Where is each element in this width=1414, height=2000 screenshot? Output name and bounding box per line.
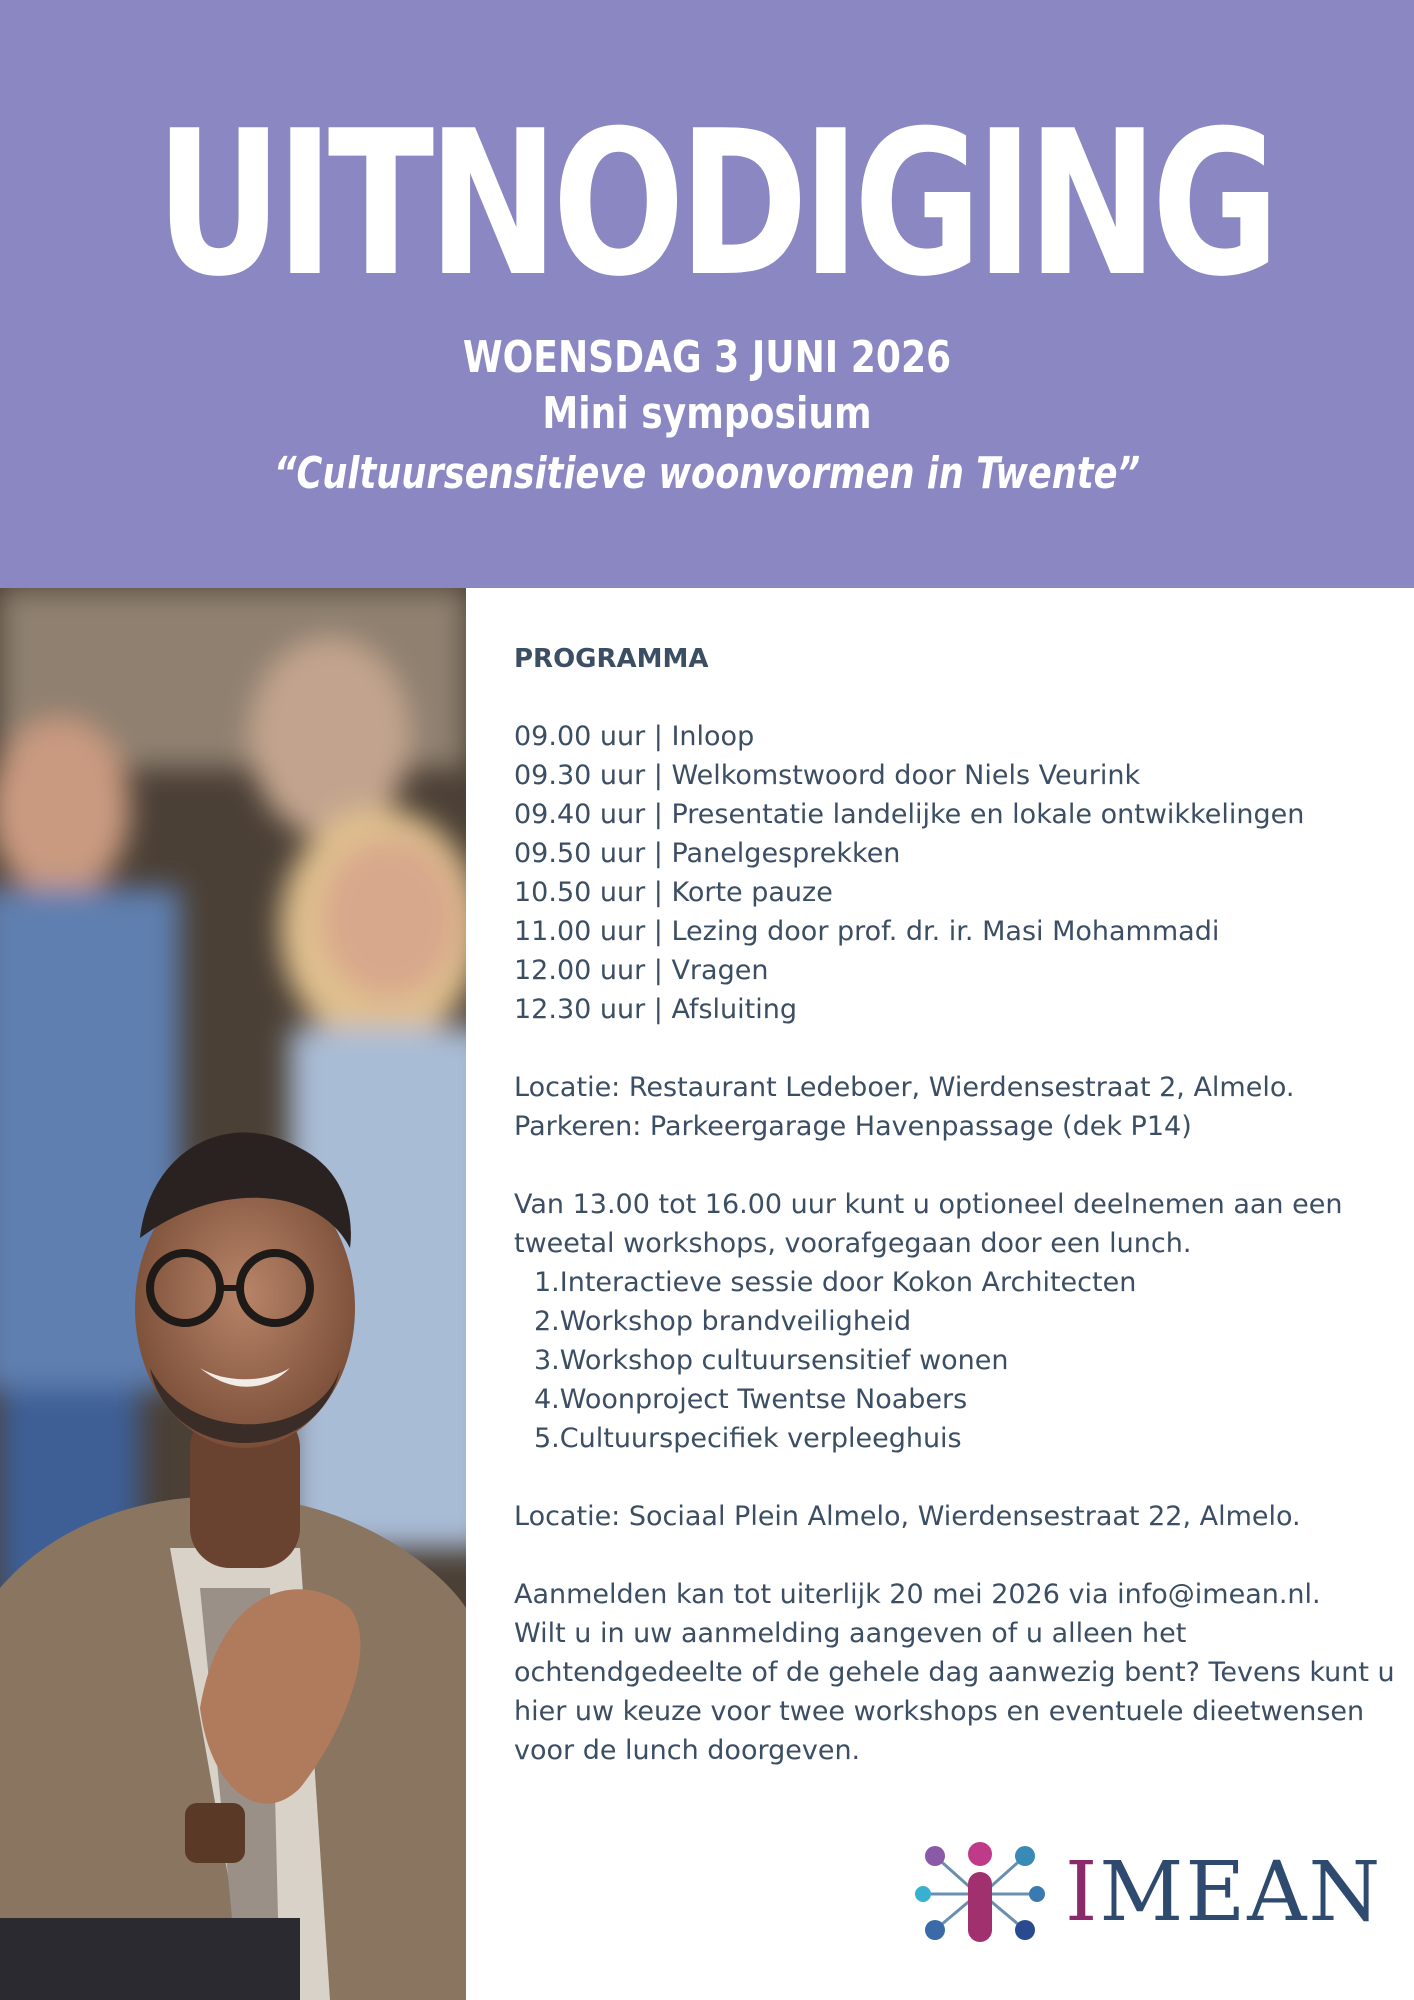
workshops-section [514,1185,1374,1458]
program-item: 09.40 uur | Presentatie landelijke en lokale ontwikkelingen [514,799,1305,830]
workshops-intro: tweetal workshops, voorafgegaan door een lunch. [514,1228,1192,1259]
program-item: 12.00 uur | Vragen [514,955,769,986]
network-people-icon [915,1838,1045,1948]
program-item: 09.50 uur | Panelgesprekken [514,838,901,869]
registration-line: Aanmelden kan tot uiterlijk 20 mei 2026 via info@imean.nl. [514,1579,1321,1610]
program-item: 11.00 uur | Lezing door prof. dr. ir. Masi Mohammadi [514,916,1220,947]
event-date: WOENSDAG 3 JUNI 2026 [462,332,952,383]
workshop-list [514,1263,1374,1458]
registration-line: ochtendgedeelte of de gehele dag aanwezig bent? Tevens kunt u [514,1657,1395,1688]
program-item: 09.00 uur | Inloop [514,721,755,752]
logo-letters-rest: MEAN [1099,1845,1383,1940]
content-column [514,640,1395,1809]
logo-wordmark [1065,1838,1382,1948]
location-text: Locatie: Restaurant Ledeboer, Wierdensestraat 2, Almelo. [514,1072,1295,1103]
header-banner [0,0,1414,588]
workshop-item: 5.Cultuurspecifiek verpleeghuis [534,1423,962,1454]
workshops-intro: Van 13.00 tot 16.00 uur kunt u optioneel deelnemen aan een [514,1189,1343,1220]
program-heading: PROGRAMMA [514,644,709,674]
registration-line: Wilt u in uw aanmelding aangeven of u alleen het [514,1618,1187,1649]
parking-text: Parkeren: Parkeergarage Havenpassage (dek P14) [514,1111,1192,1142]
program-item: 10.50 uur | Korte pauze [514,877,833,908]
logo-letter-i: I [1065,1845,1100,1940]
audience-illustration [0,588,466,2000]
morning-location [514,1068,1374,1146]
event-subtitle: Mini symposium [542,388,872,439]
registration-line: hier uw keuze voor twee workshops en eventuele dieetwensen [514,1696,1365,1727]
workshop-item: 1.Interactieve sessie door Kokon Architecten [534,1267,1137,1298]
workshop-item: 3.Workshop cultuursensitief wonen [534,1345,1009,1376]
afternoon-location [514,1497,1374,1536]
event-theme: “Cultuursensitieve woonvormen in Twente” [273,448,1141,499]
page-title: UITNODIGING [155,88,1274,321]
program-item: 12.30 uur | Afsluiting [514,994,797,1025]
program-item: 09.30 uur | Welkomstwoord door Niels Veurink [514,760,1141,791]
location-text: Locatie: Sociaal Plein Almelo, Wierdensestraat 22, Almelo. [514,1501,1301,1532]
imean-logo [915,1838,1383,1948]
program-list [514,717,1374,1029]
registration-info [514,1575,1395,1770]
audience-photo [0,588,466,2000]
workshop-item: 4.Woonproject Twentse Noabers [534,1384,968,1415]
workshop-item: 2.Workshop brandveiligheid [534,1306,912,1337]
registration-line: voor de lunch doorgeven. [514,1735,861,1766]
